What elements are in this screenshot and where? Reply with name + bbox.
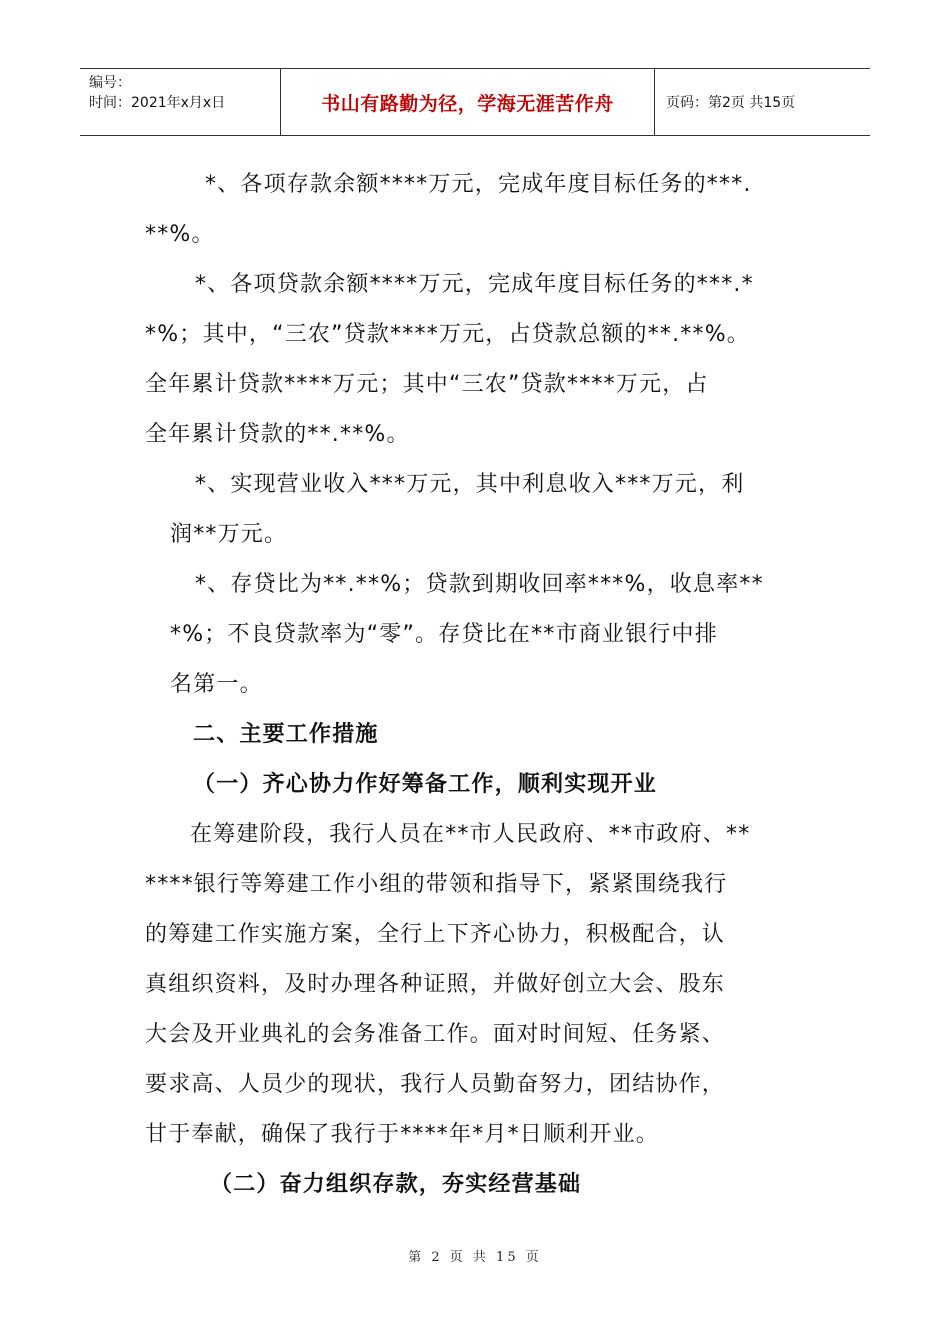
paragraph-line: *%；其中，“三农”贷款****万元，占贷款总额的**.**%。 (145, 322, 750, 347)
document-body (145, 160, 810, 1210)
document-date-label: 时间：2021年x月x日 (89, 95, 226, 111)
paragraph-line: ****银行等筹建工作小组的带领和指导下，紧紧围绕我行 (145, 872, 728, 897)
paragraph-line: *、各项贷款余额****万元，完成年度目标任务的***.* (195, 272, 754, 297)
document-number-label: 编号： (89, 75, 131, 91)
paragraph-line: 的筹建工作实施方案，全行上下齐心协力，积极配合，认 (145, 922, 726, 947)
paragraph-line: 大会及开业典礼的会务准备工作。面对时间短、任务紧、 (145, 1022, 726, 1047)
paragraph-line: *、各项存款余额****万元，完成年度目标任务的***. (205, 172, 752, 197)
paragraph-line: *%；不良贷款率为“零”。存贷比在**市商业银行中排 (170, 622, 718, 647)
paragraph-line: *、实现营业收入***万元，其中利息收入***万元，利 (195, 472, 745, 497)
paragraph-line: 甘于奉献，确保了我行于****年*月*日顺利开业。 (145, 1122, 660, 1147)
header-meta-cell (80, 69, 281, 135)
subsection-heading: （二）奋力组织存款，夯实经营基础 (210, 1172, 582, 1197)
paragraph-line: 润**万元。 (170, 522, 288, 547)
paragraph-line: 名第一。 (170, 672, 263, 697)
paragraph-line: 全年累计贷款的**.**%。 (145, 422, 410, 447)
header-page-info: 页码：第2页 共15页 (666, 95, 796, 111)
paragraph-line: **%。 (145, 222, 215, 247)
header-page-cell (655, 69, 870, 135)
paragraph-line: 真组织资料，及时办理各种证照，并做好创立大会、股东 (145, 972, 726, 997)
page-footer: 第 2 页 共 15 页 (408, 1250, 542, 1265)
paragraph-line: 在筹建阶段，我行人员在**市人民政府、**市政府、** (190, 822, 751, 847)
paragraph-line: *、存贷比为**.**%；贷款到期收回率***%，收息率** (195, 572, 764, 597)
header-motto: 书山有路勤为径，学海无涯苦作舟 (321, 92, 614, 115)
paragraph-line: 要求高、人员少的现状，我行人员勤奋努力，团结协作， (145, 1072, 726, 1097)
subsection-heading: （一）齐心协力作好筹备工作，顺利实现开业 (193, 772, 658, 797)
header-motto-cell (281, 69, 655, 135)
section-heading: 二、主要工作措施 (193, 722, 379, 747)
paragraph-line: 全年累计贷款****万元；其中“三农”贷款****万元，占 (145, 372, 709, 397)
header-table (80, 68, 870, 136)
